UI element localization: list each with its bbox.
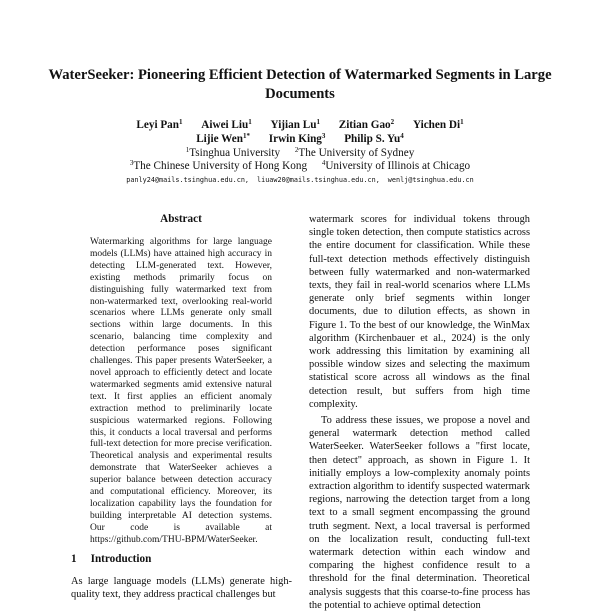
author-sup: 4 bbox=[400, 132, 404, 140]
affiliation-name: The University of Sydney bbox=[298, 147, 415, 159]
email: panly24@mails.tsinghua.edu.cn, bbox=[126, 176, 250, 184]
author bbox=[196, 133, 250, 145]
author-line-1 bbox=[40, 118, 560, 132]
affiliation-line-2 bbox=[40, 159, 560, 173]
paragraph: watermark scores for individual tokens through single token detection, then compute statistics across the entire document for classification. While these full-text detection methods effectively distinguish between fully watermarked and non-watermarked texts, they fail in real-world scenarios where LLMs generate only brief segments within longer documents, due to dilution effects, as shown in Figure 1. To the best of our knowledge, the WinMax algorithm (Kirchenbauer et al., 2024) is the only work addressing this limitation by examining all possible window sizes and selecting the maximum statistical score across all windows as the final detection result, but suffers from high time complexity. bbox=[309, 214, 530, 410]
affiliation-line-1 bbox=[40, 146, 560, 160]
affiliation-sup: 4 bbox=[321, 159, 326, 167]
affiliation bbox=[322, 160, 470, 172]
affiliation bbox=[186, 147, 280, 159]
author-emails bbox=[40, 176, 560, 184]
author-sup: 1 bbox=[179, 118, 183, 126]
affiliation-sup: 3 bbox=[129, 159, 134, 167]
author bbox=[344, 133, 404, 145]
paper-title: WaterSeeker: Pioneering Efficient Detection of Watermarked Segments in Large Documents bbox=[48, 67, 552, 102]
affiliation-name: The Chinese University of Hong Kong bbox=[133, 160, 308, 172]
author-sup: 1 bbox=[316, 118, 320, 126]
author-name: Aiwei Liu bbox=[201, 119, 249, 131]
section-number: 1 bbox=[71, 553, 77, 565]
author-sup: 1* bbox=[242, 132, 250, 140]
author-sup: 1 bbox=[460, 118, 464, 126]
affiliation bbox=[295, 147, 414, 159]
author bbox=[269, 133, 326, 145]
author-name: Yijian Lu bbox=[270, 119, 317, 131]
abstract-body: Watermarking algorithms for large language models (LLMs) have attained high accuracy in detecting LLM-generated text. However, existing methods primarily focus on distinguishing fully watermarked text from non-watermarked text, overlooking real-world scenarios where LLMs generate only small sections within large documents. In this scenario, balancing time complexity and detection performance poses significant challenges. This paper presents WaterSeeker, a novel approach to efficiently detect and locate watermarked segments amid extensive natural text. It first applies an efficient anomaly extraction method to preliminarily locate suspicious watermarked regions. Following this, it conducts a local traversal and performs full-text detection for more precise verification. Theoretical analysis and experimental results demonstrate that WaterSeeker achieves a superior balance between detection accuracy and computational efficiency. Moreover, its localization capability lays the foundation for building interpretable AI detection systems. Our code is available at https://github.com/THU-BPM/WaterSeeker. bbox=[90, 237, 272, 545]
affiliation-sup: 2 bbox=[294, 146, 299, 154]
author-sup: 1 bbox=[248, 118, 252, 126]
intro-paragraph: As large language models (LLMs) generate high-quality text, they address practical challenges but bbox=[71, 576, 292, 601]
abstract-heading: Abstract bbox=[160, 213, 202, 225]
email: wenlj@tsinghua.edu.cn bbox=[387, 176, 474, 184]
email: liuaw20@mails.tsinghua.edu.cn, bbox=[257, 176, 380, 184]
affiliation-name: University of Illinois at Chicago bbox=[325, 160, 471, 172]
section-heading bbox=[71, 553, 151, 565]
author bbox=[271, 119, 320, 131]
author bbox=[413, 119, 464, 131]
author bbox=[339, 119, 394, 131]
right-column bbox=[309, 213, 530, 612]
author-name: Philip S. Yu bbox=[344, 133, 401, 145]
author-name: Zitian Gao bbox=[338, 119, 391, 131]
section-title: Introduction bbox=[90, 553, 152, 565]
author-name: Irwin King bbox=[268, 133, 322, 145]
author-sup: 2 bbox=[390, 118, 395, 126]
author-name: Lijie Wen bbox=[196, 133, 243, 145]
author-list bbox=[40, 118, 560, 146]
author-name: Leyi Pan bbox=[136, 119, 179, 131]
affiliation-name: Tsinghua University bbox=[189, 147, 281, 159]
affiliation bbox=[130, 160, 307, 172]
author bbox=[201, 119, 251, 131]
paragraph: To address these issues, we propose a novel and general watermark detection method called WaterSeeker. WaterSeeker follows a "first locate, then detect" approach, as shown in Figure 1. It initially employs a low-complexity anomaly points extraction algorithm to identify suspected watermark regions, narrowing the detection target from a long text to a small segment encompassing the ground truth segment. Next, a local traversal is performed on the localization result, conducting full-text watermark detection within each window and comparing the highest confidence result to a threshold for the final determination. Theoretical analysis suggests that this coarse-to-fine process has the potential to achieve optimal detection bbox=[309, 415, 530, 611]
author-name: Yichen Di bbox=[412, 119, 461, 131]
affiliation-sup: 1 bbox=[185, 146, 190, 154]
author-line-2 bbox=[40, 132, 560, 146]
author bbox=[136, 119, 182, 131]
author-sup: 3 bbox=[321, 132, 326, 140]
